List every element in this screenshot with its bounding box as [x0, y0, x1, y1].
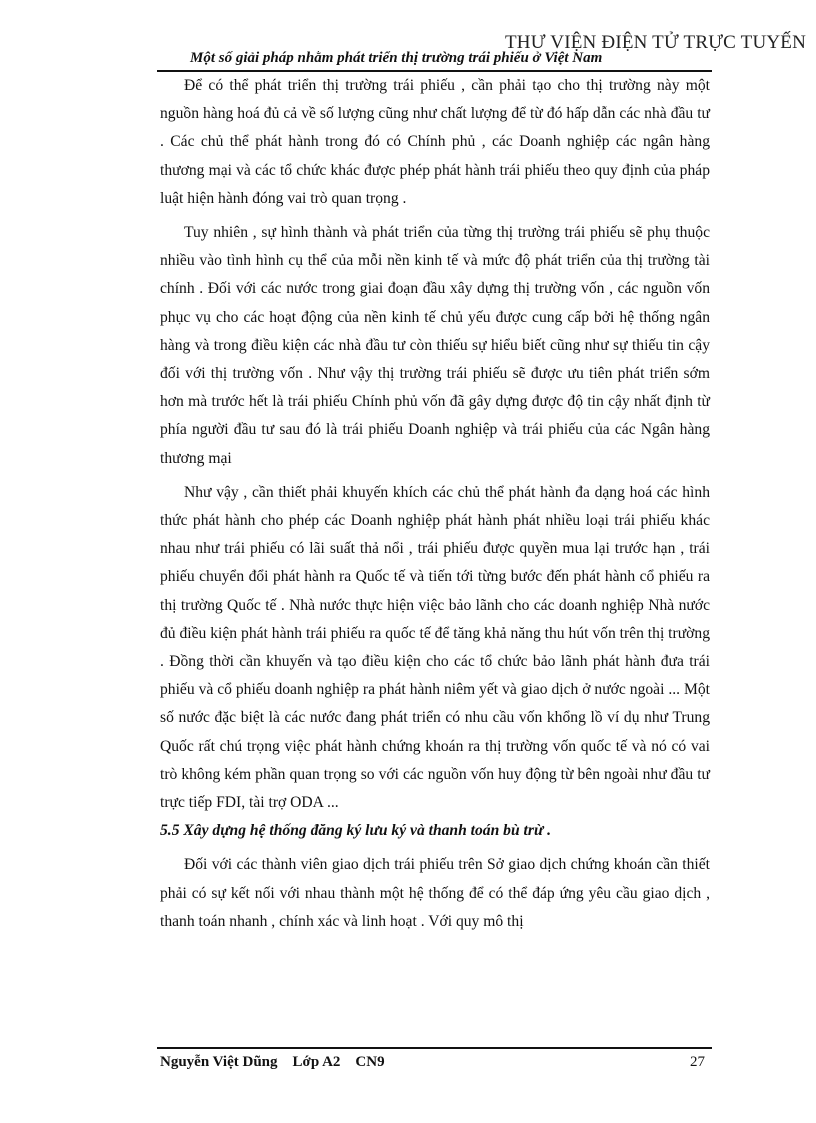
section-paragraph: Đối với các thành viên giao dịch trái phiếu trên Sở giao dịch chứng khoán cần thiết phải có sự kết nối với nhau thành một hệ thống để có thể đáp ứng yêu cầu giao dịch , thanh toán nhanh , chính xác và linh hoạt . Với quy mô thị — [160, 856, 710, 930]
section-heading: 5.5 Xây dựng hệ thống đăng ký lưu ký và thanh toán bù trừ . — [160, 822, 552, 840]
footer-author: Nguyễn Việt Dũng Lớp A2 CN9 — [160, 1054, 385, 1070]
running-header-title: Một số giải pháp nhằm phát triển thị trường trái phiếu ở Việt Nam — [190, 50, 603, 66]
body-paragraph-3: Như vậy , cần thiết phải khuyến khích các chủ thể phát hành đa dạng hoá các hình thức phát hành cho phép các Doanh nghiệp phát hành phát nhiều loại trái phiếu khác nhau như trái phiếu có lãi suất thả nổi , trái phiếu được quyền mua lại trước hạn , trái phiếu chuyển đổi phát hành ra Quốc tế và tiến tới từng bước đến phát hành cổ phiếu ra thị trường Quốc tế . Nhà nước thực hiện việc bảo lãnh cho các doanh nghiệp Nhà nước đủ điều kiện phát hành trái phiếu ra quốc tế để tăng khả năng thu hút vốn trên thị trường . Đồng thời cần khuyến và tạo điều kiện cho các tổ chức bảo lãnh phát hành đưa trái phiếu và cổ phiếu doanh nghiệp ra phát hành niêm yết và giao dịch ở nước ngoài ... Một số nước đặc biệt là các nước đang phát triển có nhu cầu vốn khổng lồ ví dụ như Trung Quốc rất chú trọng việc phát hành chứng khoán ra thị trường vốn quốc tế và nó có vai trò không kém phần quan trọng so với các nguồn vốn huy động từ bên ngoài như đầu tư trực tiếp FDI, tài trợ ODA ... — [160, 483, 710, 812]
document-body — [160, 72, 710, 936]
page-number: 27 — [690, 1054, 705, 1070]
watermark-text: THƯ VIỆN ĐIỆN TỬ TRỰC TUYẾN — [505, 32, 807, 53]
footer-divider — [157, 1047, 712, 1049]
body-paragraph-2: Tuy nhiên , sự hình thành và phát triển của từng thị trường trái phiếu sẽ phụ thuộc nhiều vào tình hình cụ thể của mỗi nền kinh tế và mức độ phát triển của thị trường tài chính . Đối với các nước trong giai đoạn đầu xây dựng thị trường vốn , các nguồn vốn phục vụ cho các hoạt động của nền kinh tế chủ yếu được cung cấp bởi hệ thống ngân hàng và trong điều kiện các nhà đầu tư còn thiếu sự hiểu biết cũng như sự thiếu tin cậy đối với thị trường vốn . Như vậy thị trường trái phiếu sẽ được ưu tiên phát triển sớm hơn mà trước hết là trái phiếu Chính phủ vốn đã gây dựng được độ tin cậy nhất định từ phía người đầu tư sau đó là trái phiếu Doanh nghiệp và trái phiếu của các Ngân hàng thương mại — [160, 224, 710, 467]
body-paragraph-1: Để có thể phát triển thị trường trái phiếu , cần phải tạo cho thị trường này một nguồn hàng hoá đủ cả về số lượng cũng như chất lượng để từ đó hấp dẫn các nhà đầu tư . Các chủ thể phát hành trong đó có Chính phủ , các Doanh nghiệp các ngân hàng thương mại và các tổ chức khác được phép phát hành trái phiếu theo quy định của pháp luật hiện hành đóng vai trò quan trọng . — [160, 77, 710, 207]
